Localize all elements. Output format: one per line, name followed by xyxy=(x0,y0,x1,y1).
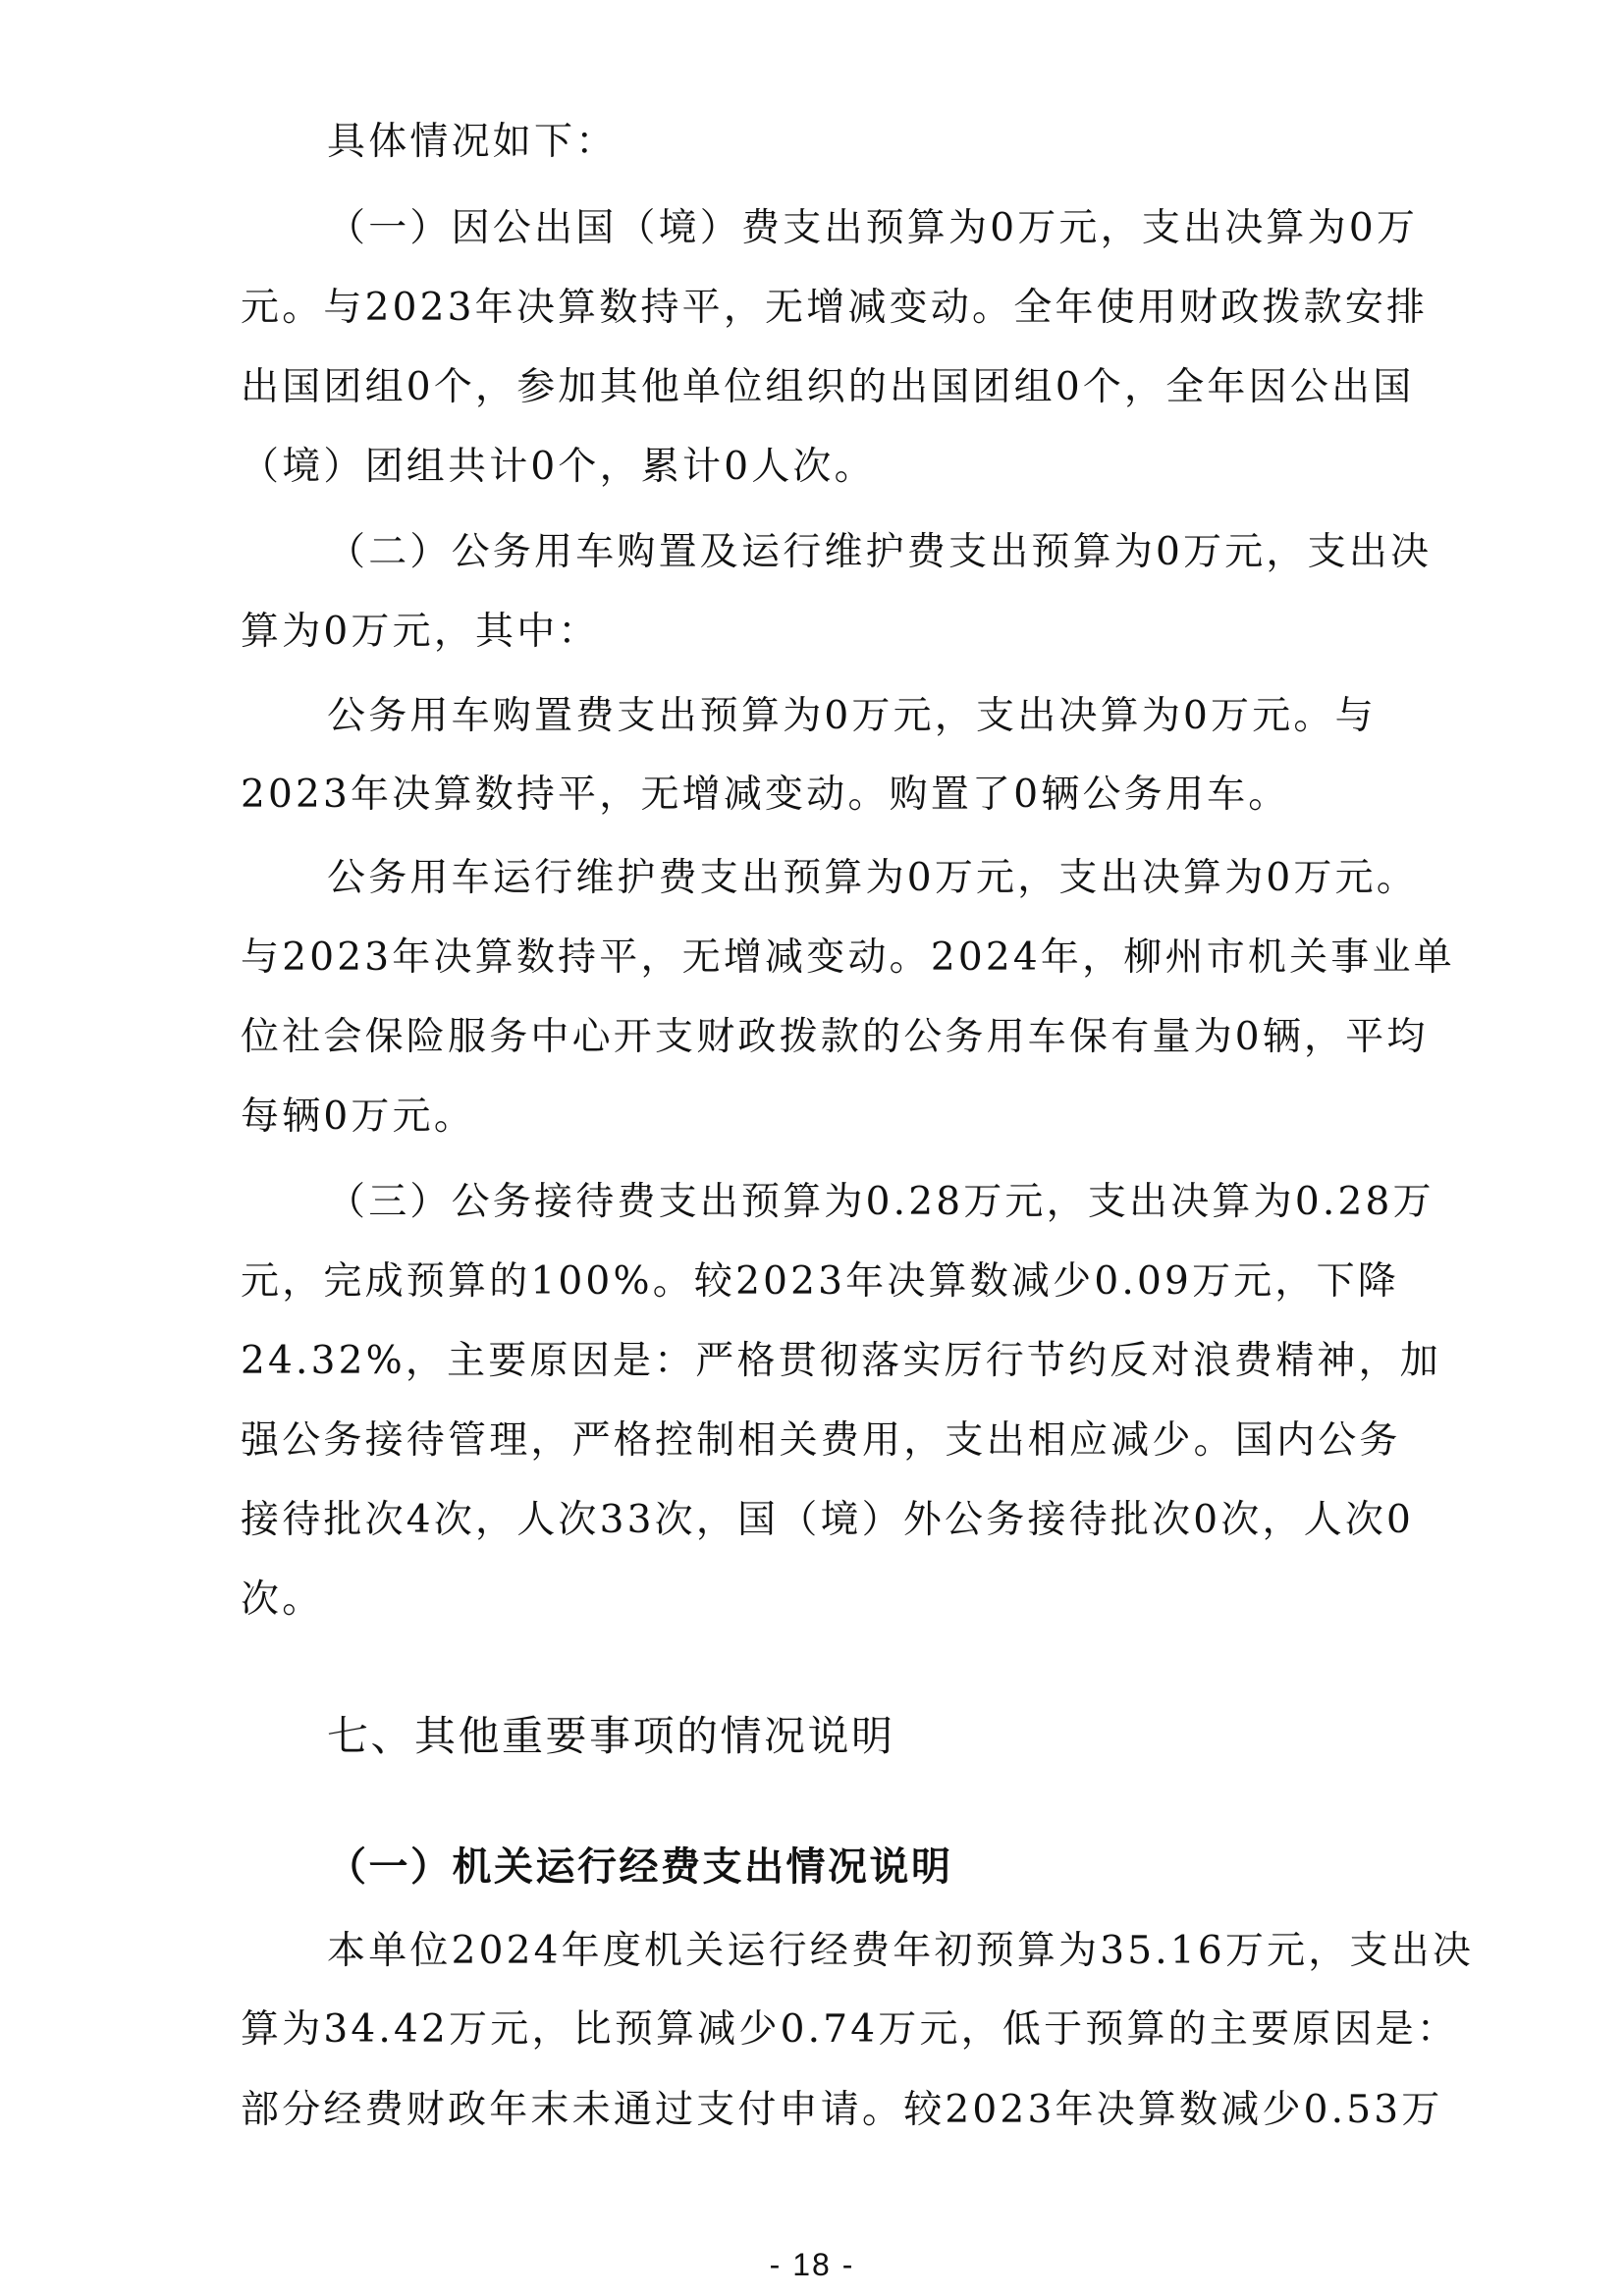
paragraph-line: 元，完成预算的100%。较2023年决算数减少0.09万元，下降 xyxy=(241,1259,1399,1304)
paragraph-line: 位社会保险服务中心开支财政拨款的公务用车保有量为0辆，平均 xyxy=(241,1015,1429,1059)
paragraph-line: 公务用车购置费支出预算为0万元，支出决算为0万元。与 xyxy=(327,694,1377,738)
paragraph-line: 次。 xyxy=(241,1577,324,1622)
paragraph-line: 2023年决算数持平，无增减变动。购置了0辆公务用车。 xyxy=(241,773,1290,817)
paragraph-line: （二）公务用车购置及运行维护费支出预算为0万元，支出决 xyxy=(327,530,1433,574)
paragraph-line: 出国团组0个，参加其他单位组织的出国团组0个，全年因公出国 xyxy=(241,365,1415,409)
paragraph-line: 公务用车运行维护费支出预算为0万元，支出决算为0万元。 xyxy=(327,856,1419,900)
paragraph-line: 与2023年决算数持平，无增减变动。2024年，柳州市机关事业单 xyxy=(241,935,1455,980)
paragraph-line: 部分经费财政年末未通过支付申请。较2023年决算数减少0.53万 xyxy=(241,2088,1443,2132)
section-heading: 七、其他重要事项的情况说明 xyxy=(327,1712,895,1760)
paragraph-line: 强公务接待管理，严格控制相关费用，支出相应减少。国内公务 xyxy=(241,1418,1401,1463)
paragraph-line: 24.32%，主要原因是：严格贯彻落实厉行节约反对浪费精神，加 xyxy=(241,1339,1441,1383)
paragraph-line: 接待批次4次，人次33次，国（境）外公务接待批次0次，人次0 xyxy=(241,1498,1415,1542)
paragraph-line: 算为34.42万元，比预算减少0.74万元，低于预算的主要原因是： xyxy=(241,2007,1459,2052)
paragraph-line: 元。与2023年决算数持平，无增减变动。全年使用财政拨款安排 xyxy=(241,286,1429,330)
paragraph-line: （三）公务接待费支出预算为0.28万元，支出决算为0.28万 xyxy=(327,1180,1435,1224)
paragraph-line: 本单位2024年度机关运行经费年初预算为35.16万元，支出决 xyxy=(327,1929,1475,1973)
subsection-heading: （一）机关运行经费支出情况说明 xyxy=(327,1844,953,1890)
paragraph-line: （境）团组共计0个，累计0人次。 xyxy=(241,445,876,489)
page-number: - 18 - xyxy=(769,2247,855,2282)
paragraph-line: 算为0万元，其中： xyxy=(241,610,600,654)
paragraph-line: 每辆0万元。 xyxy=(241,1095,476,1139)
paragraph-line: 具体情况如下： xyxy=(327,120,618,164)
paragraph-line: （一）因公出国（境）费支出预算为0万元，支出决算为0万 xyxy=(327,206,1419,250)
